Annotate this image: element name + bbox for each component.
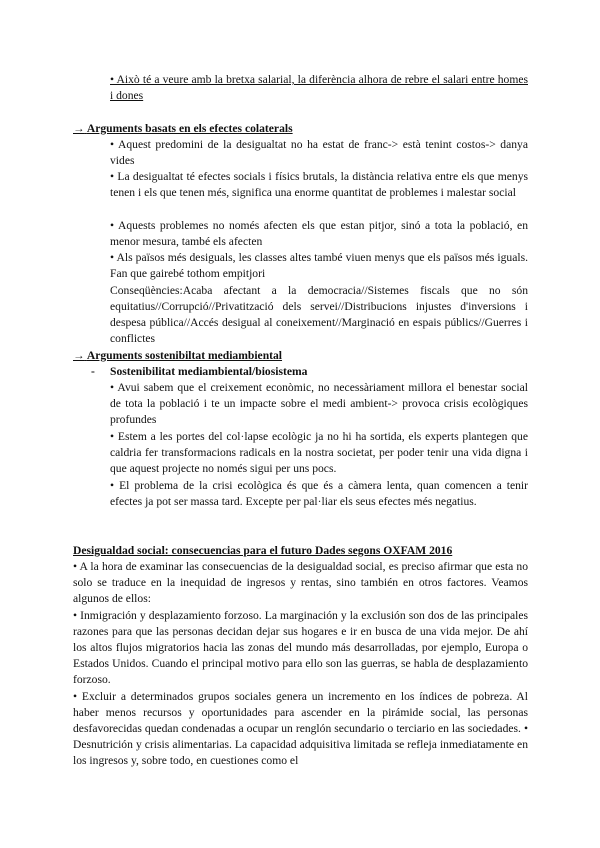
environment-bullet-2: • Estem a les portes del col·lapse ecològic ja no hi ha sortida, els experts plantegen que caldria fer transformacions radicals en la nostra societat, per poder tenir una vida digna i que aquest projecte no només sigui per uns pocs. bbox=[110, 430, 528, 476]
heading-social-inequality: Desigualdad social: consecuencias para el futuro Dades segons OXFAM 2016 bbox=[73, 544, 453, 557]
heading-arrow: → bbox=[73, 349, 85, 362]
environment-bullet-3: • El problema de la crisi ecològica és que és a càmera lenta, quan comencen a tenir efectes ja pot ser massa tard. Excepte per pal·liar els seus efectes més negatius. bbox=[110, 479, 528, 509]
collateral-bullet-1: • Aquest predomini de la desigualtat no ha estat de franc-> està tenint costos-> danya vides bbox=[110, 138, 528, 168]
subheading-text: Sostenibilitat mediambiental/biosistema bbox=[110, 365, 308, 378]
inequality-paragraph-2: • Inmigración y desplazamiento forzoso. La marginación y la exclusión son dos de las principales razones para que las personas decidan dejar sus hogares e ir en busca de una vida mejor. De ahí los altos flujos migratorios hacia las zonas del mundo más desarrolladas, por ejemplo, Europa o Estados Unidos. Cuando el principal motivo para ello son las guerras, se habla de desplazamiento forzoso. bbox=[73, 609, 528, 687]
heading-text: Arguments sostenibiltat mediambiental bbox=[86, 349, 283, 362]
collateral-bullet-4: • Als països més desiguals, les classes altes també viuen menys que els països més iguals. Fan que gairebé tothom empitjori bbox=[110, 251, 528, 281]
environment-bullet-1: • Avui sabem que el creixement econòmic, no necessàriament millora el benestar social de tota la població i te un impacte sobre el medi ambient-> provoca crisis ecològiques profundes bbox=[110, 381, 528, 427]
heading-arrow: → bbox=[73, 122, 85, 135]
intro-bullet: • Això té a veure amb la bretxa salarial, la diferència alhora de rebre el salari entre homes i dones bbox=[110, 73, 528, 103]
collateral-bullet-3: • Aquests problemes no només afecten els que estan pitjor, sinó a tota la població, en menor mesura, també els afecten bbox=[110, 219, 528, 249]
subheading-biosystem bbox=[91, 364, 531, 380]
heading-text: Arguments basats en els efectes colaterals bbox=[86, 122, 293, 135]
heading-collateral-effects bbox=[73, 121, 533, 137]
inequality-paragraph-1: • A la hora de examinar las consecuencias de la desigualdad social, es preciso afirmar que esta no solo se traduce en la inequidad de ingresos y rentas, sino también en otros factores. Veamos algunos de ellos: bbox=[73, 560, 528, 606]
inequality-paragraph-3: • Excluir a determinados grupos sociales genera un incremento en los índices de pobreza. Al haber menos recursos y oportunidades para ascender en la pirámide social, las personas desfavorecidas quedan condenadas a ocupar un renglón secundario o terciario en las sociedades. • Desnutrición y crisis alimentarias. La capacidad adquisitiva limitada se refleja inmediatamente en los ingresos y, sobre todo, en cuestiones como el bbox=[73, 690, 528, 768]
collateral-bullet-2: • La desigualtat té efectes socials i físics brutals, la distància relativa entre els que menys tenen i els que tenen més, significa una enorme quantitat de problemes i malestar social bbox=[110, 170, 528, 200]
subheading-dash: - bbox=[91, 365, 95, 378]
consequences-paragraph: Conseqüències:Acaba afectant a la democracia//Sistemes fiscals que no són equitatius//Corrupció//Privatització dels servei//Distribucions injustes d'inversions i despesa pública//Accés desigual al coneixement//Marginació en espais públics//Guerres i conflictes bbox=[110, 284, 528, 346]
heading-environmental bbox=[73, 348, 533, 364]
